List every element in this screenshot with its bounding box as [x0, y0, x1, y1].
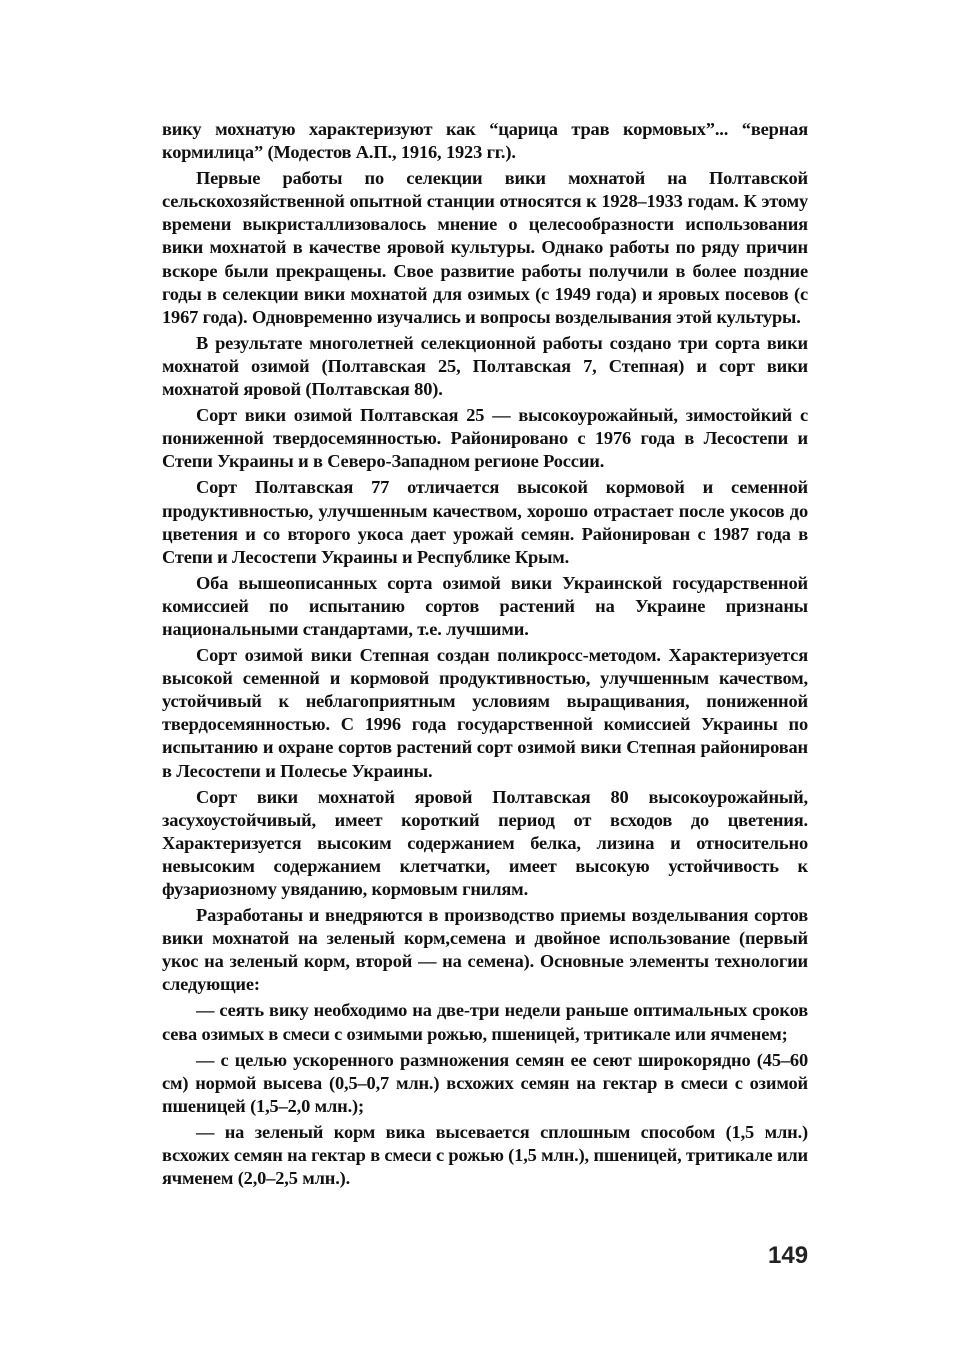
paragraph-poltavskaya-77: Сорт Полтавская 77 отличается высокой кормовой и семенной продуктивностью, улучшенным качеством, хорошо отрастает после укосов до цветения и со второго укоса дает урожай семян. Районирован с 1987 года в Степи и Лесостепи Украины и Республике Крым.: [162, 477, 808, 567]
page-body-text: [162, 118, 808, 1193]
paragraph-poltavskaya-80: Сорт вики мохнатой яровой Полтавская 80 высокоурожайный, засухоустойчивый, имеет короткий период от всходов до цветения. Характеризуется высоким содержанием белка, лизина и относительно невысоким содержанием клетчатки, имеет высокую устойчивость к фузариозному увяданию, кормовым гнилям.: [162, 786, 808, 899]
paragraph-first-works: Первые работы по селекции вики мохнатой на Полтавской сельскохозяйственной опытной станции относятся к 1928–1933 годам. К этому времени выкристаллизовалось мнение о целесообразности использования вики мохнатой в качестве яровой культуры. Однако работы по ряду причин вскоре были прекращены. Свое развитие работы получили в более поздние годы в селекции вики мохнатой для озимых (с 1949 года) и яровых посевов (с 1967 года). Одновременно изучались и вопросы возделывания этой культуры.: [162, 168, 808, 327]
list-item-sowing-time: — сеять вику необходимо на две-три недели раньше оптимальных сроков сева озимых в смеси с озимыми рожью, пшеницей, тритикале или ячменем;: [162, 1000, 808, 1044]
paragraph-continuation: вику мохнатую характеризуют как “царица трав кормовых”... “верная кормилица” (Модестов А.П., 1916, 1923 гг.).: [162, 119, 808, 163]
list-item-seed-multiplication: — с целью ускоренного размножения семян ее сеют широкорядно (45–60 см) нормой высева (0,5–0,7 млн.) всхожих семян на гектар в смеси с озимой пшеницей (1,5–2,0 млн.);: [162, 1049, 808, 1116]
paragraph-technology-intro: Разработаны и внедряются в производство приемы возделывания сортов вики мохнатой на зеленый корм,семена и двойное использование (первый укос на зеленый корм, второй — на семена). Основные элементы технологии следующие:: [162, 905, 808, 995]
paragraph-poltavskaya-25: Сорт вики озимой Полтавская 25 — высокоурожайный, зимостойкий с пониженной твердосемянностью. Районировано с 1976 года в Лесостепи и Степи Украины и в Северо-Западном регионе России.: [162, 405, 808, 472]
list-item-green-fodder: — на зеленый корм вика высевается сплошным способом (1,5 млн.) всхожих семян на гектар в смеси с рожью (1,5 млн.), пшеницей, тритикале или ячменем (2,0–2,5 млн.).: [162, 1121, 809, 1189]
page-number: 149: [768, 1242, 809, 1269]
paragraph-national-standards: Оба вышеописанных сорта озимой вики Украинской государственной комиссией по испытанию сортов растений на Украине признаны национальными стандартами, т.е. лучшими.: [162, 572, 808, 639]
paragraph-stepnaya: Сорт озимой вики Степная создан поликросс-методом. Характеризуется высокой семенной и кормовой продуктивностью, улучшенным качеством, устойчивый к неблагоприятным условиям выращивания, пониженной твердосемянностью. С 1996 года государственной комиссией Украины по испытанию и охране сортов растений сорт озимой вики Степная районирован в Лесостепи и Полесье Украины.: [162, 645, 808, 781]
paragraph-three-varieties: В результате многолетней селекционной работы создано три сорта вики мохнатой озимой (Полтавская 25, Полтавская 7, Степная) и сорт вики мохнатой яровой (Полтавская 80).: [162, 332, 808, 400]
